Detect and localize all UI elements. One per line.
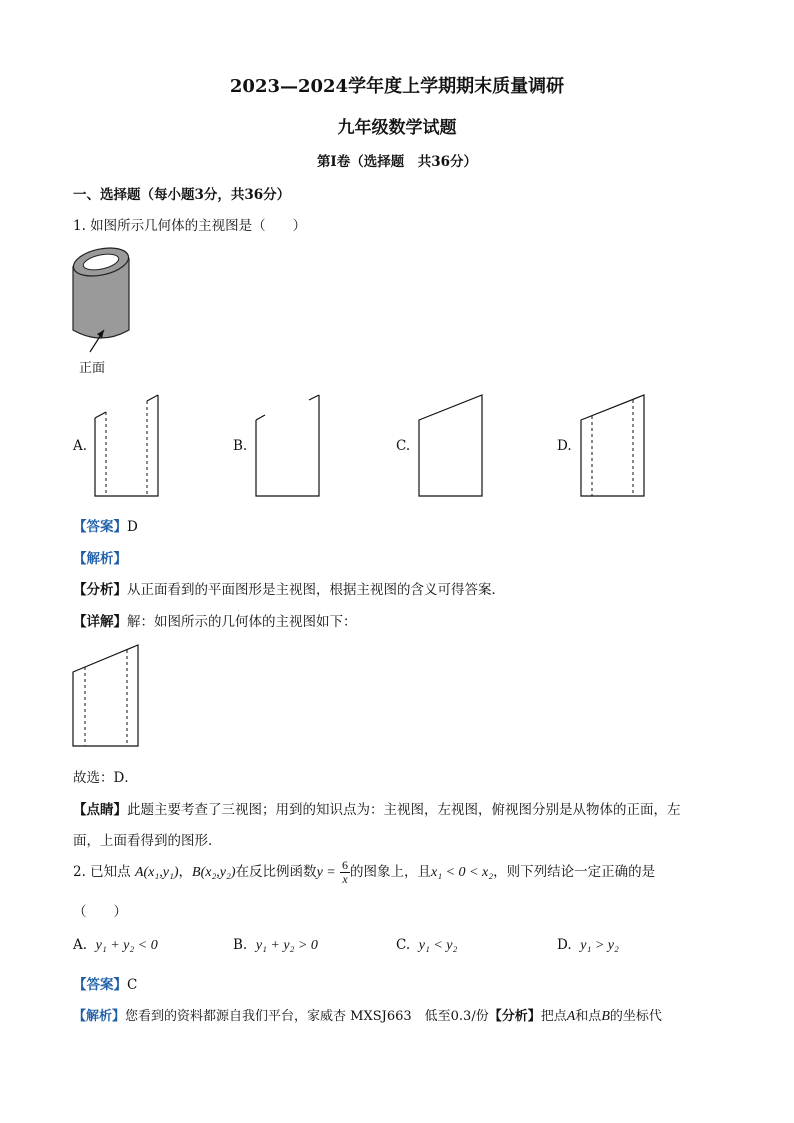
- q2-option-c[interactable]: [396, 937, 457, 954]
- cylinder-figure: [70, 244, 140, 354]
- q2-fraction: [340, 859, 350, 885]
- q1-fenxi-text: 从正面看到的平面图形是主视图，根据主视图的含义可得答案．: [127, 582, 505, 598]
- q1-dianjing-line1: 此题主要考查了三视图；用到的知识点为：主视图，左视图，俯视图分别是从物体的正面，左: [127, 802, 681, 818]
- q1-option-b-figure: [255, 394, 321, 498]
- q1-option-c-figure: [418, 394, 484, 498]
- q2-analysis-row: [73, 1005, 662, 1025]
- q2-option-c-text: y₁ < y₂: [418, 938, 458, 953]
- q2-fenxi-point-b: B: [601, 1009, 610, 1024]
- q1-dianjing-row: [73, 798, 681, 818]
- q2-after-func: 的图象上，且: [350, 864, 432, 880]
- q2-answer: C: [127, 977, 138, 993]
- answer-tag: 【答案】: [73, 519, 127, 535]
- q1-answer: D: [127, 519, 138, 535]
- q2-stem: [73, 856, 655, 889]
- q1-fenxi-row: [73, 578, 505, 598]
- q1-dianjing-line2: 面，上面看得到的图形．: [73, 833, 222, 849]
- document-title: 2023—2024学年度上学期期末质量调研: [229, 76, 565, 97]
- q1-option-a-figure: [94, 394, 160, 498]
- section-heading: 一、选择题（每小题3分，共36分）: [73, 187, 291, 203]
- front-view-label: 正面: [79, 361, 106, 376]
- q1-xiangjie-row: [73, 610, 357, 630]
- q2-fenxi-c: 的坐标代: [609, 1009, 662, 1024]
- q2-option-d[interactable]: [557, 937, 619, 954]
- q2-option-a-label: A.: [73, 937, 88, 953]
- q2-option-b-text: y₁ + y₂ > 0: [255, 938, 318, 953]
- q2-condition: x₁ < 0 < x₂: [431, 865, 494, 880]
- q2-fenxi-point-a: A: [566, 1009, 576, 1024]
- q2-func-y: y =: [316, 865, 336, 880]
- q1-xiangjie-text: 解：如图所示的几何体的主视图如下：: [127, 614, 357, 630]
- q1-option-b-label[interactable]: B.: [233, 438, 248, 454]
- q1-option-c-label[interactable]: C.: [396, 438, 411, 454]
- q1-solution-figure: [72, 644, 140, 748]
- q2-promo: 您看到的资料都源自我们平台，家威杏 MXSJ663 低至0.3/份: [125, 1009, 489, 1024]
- q2-tail: ，则下列结论一定正确的是: [493, 864, 656, 880]
- q2-point-a: A(x₁,y₁): [134, 865, 179, 880]
- q1-option-d-label[interactable]: D.: [557, 438, 572, 454]
- fenxi-tag: 【分析】: [73, 582, 127, 598]
- dianjing-tag: 【点睛】: [73, 802, 127, 818]
- q1-stem: 1. 如图所示几何体的主视图是（ ）: [73, 218, 307, 234]
- document-subtitle: 九年级数学试题: [337, 118, 457, 138]
- q2-comma: ，: [178, 864, 193, 880]
- q2-frac-den: x: [342, 872, 348, 886]
- q1-conclusion: 故选：D．: [73, 770, 138, 786]
- answer-tag: 【答案】: [73, 977, 127, 993]
- q2-answer-row: [73, 973, 137, 993]
- q2-option-b-label: B.: [233, 937, 248, 953]
- q2-mid: 在反比例函数: [235, 864, 317, 880]
- q1-answer-row: [73, 515, 138, 535]
- q2-option-a-text: y₁ + y₂ < 0: [95, 938, 158, 953]
- q2-option-c-label: C.: [396, 937, 411, 953]
- q2-option-b[interactable]: [233, 937, 318, 954]
- q2-fenxi-tag: 【分析】: [488, 1009, 541, 1024]
- q2-option-d-label: D.: [557, 937, 572, 953]
- q2-num: 2. 已知点: [73, 864, 131, 880]
- q2-paren: （ ）: [73, 904, 127, 920]
- q2-frac-num: 6: [342, 858, 349, 873]
- volume-heading: 第Ⅰ卷（选择题 共36分）: [316, 154, 478, 170]
- q2-fenxi-a: 把点: [540, 1009, 567, 1024]
- q2-analysis-tag: 【解析】: [73, 1009, 126, 1024]
- q1-option-d-figure: [580, 394, 646, 498]
- q2-point-b: B(x₂,y₂): [192, 865, 236, 880]
- q2-option-a[interactable]: [73, 937, 158, 954]
- q1-option-a-label[interactable]: A.: [73, 438, 88, 454]
- xiangjie-tag: 【详解】: [73, 614, 127, 630]
- q2-fenxi-b: 和点: [575, 1009, 602, 1024]
- q1-analysis-tag: 【解析】: [73, 551, 127, 567]
- q2-option-d-text: y₁ > y₂: [580, 938, 619, 953]
